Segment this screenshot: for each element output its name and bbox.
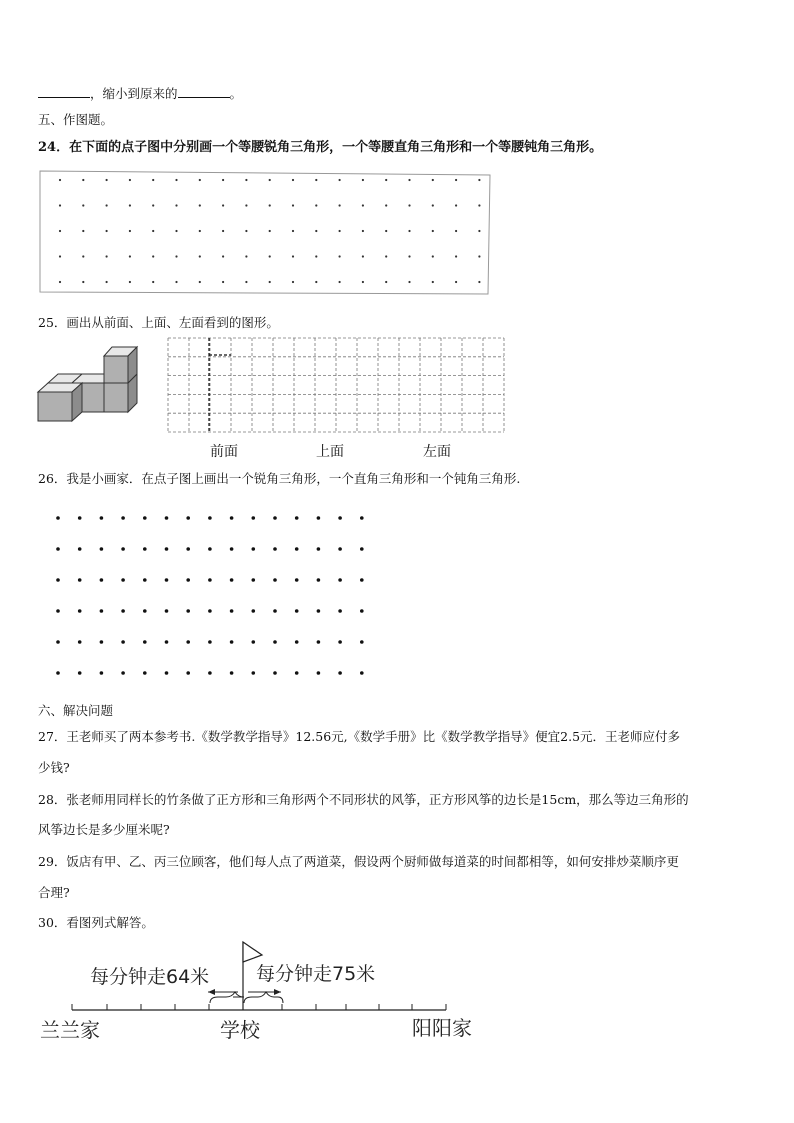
q24-dot <box>385 230 387 232</box>
q30-text: 30．看图列式解答。 <box>38 915 154 930</box>
q24-dot <box>129 255 131 257</box>
q26-dot <box>186 671 190 675</box>
q26-dot <box>360 640 364 644</box>
q24-dot <box>385 179 387 181</box>
q24-dot <box>408 255 410 257</box>
q26-dot <box>273 671 277 675</box>
q24-dot <box>152 255 154 257</box>
q26-dot <box>121 516 125 520</box>
q24-dot <box>408 230 410 232</box>
q24-dot <box>432 230 434 232</box>
q24-dot <box>175 281 177 283</box>
q26-dot <box>208 609 212 613</box>
q26-dot <box>273 640 277 644</box>
q26-dot <box>165 671 169 675</box>
q24-dot-grid[interactable] <box>59 179 481 283</box>
q24-dot <box>292 179 294 181</box>
q24-dot <box>82 255 84 257</box>
q24-dot <box>129 204 131 206</box>
q24-dot <box>106 230 108 232</box>
q26-dot <box>143 640 147 644</box>
q26-dot <box>295 547 299 551</box>
q24-dot <box>362 230 364 232</box>
q24-dot <box>245 230 247 232</box>
q26-dot <box>252 516 256 520</box>
q26-dot <box>338 671 342 675</box>
q26-dot <box>317 671 321 675</box>
place-school: 学校 <box>220 1018 260 1042</box>
fragment-end: 。 <box>229 86 243 101</box>
q25-cube-figure <box>38 347 137 421</box>
q26-dot <box>143 671 147 675</box>
q26-dot <box>143 516 147 520</box>
q26-dot <box>165 516 169 520</box>
q26-dot <box>338 640 342 644</box>
q24-dot <box>339 179 341 181</box>
q24-dot <box>106 255 108 257</box>
q24-dot <box>478 255 480 257</box>
q26-dot <box>360 547 364 551</box>
q26-dot <box>360 516 364 520</box>
q26-dot <box>143 547 147 551</box>
q25-label-front: 前面 <box>210 444 238 460</box>
q26-dot <box>78 578 82 582</box>
q26-dot <box>230 671 234 675</box>
q24-dot <box>315 281 317 283</box>
q26-dot <box>208 671 212 675</box>
q24-dot <box>478 204 480 206</box>
q26-dot <box>186 640 190 644</box>
q24-dot <box>82 179 84 181</box>
q25-grid-emphasis <box>209 338 231 432</box>
q24-dot <box>199 230 201 232</box>
q26-dot <box>186 516 190 520</box>
q26-dot <box>165 609 169 613</box>
q27-line2: 少钱? <box>38 760 70 775</box>
section5-title: 五、作图题。 <box>38 112 114 127</box>
q29-line1: 29．饭店有甲、乙、丙三位顾客，他们每人点了两道菜，假设两个厨师做每道菜的时间都相等，如何安排炒菜顺序更 <box>38 854 679 869</box>
q26-dot <box>165 547 169 551</box>
q24-dot <box>408 281 410 283</box>
q24-dot <box>245 179 247 181</box>
q25-drawing-grid[interactable] <box>168 338 504 432</box>
q24-dot <box>175 204 177 206</box>
q26-dot <box>295 578 299 582</box>
q27-line1: 27．王老师买了两本参考书.《数学教学指导》12.56元,《数学手册》比《数学教学指导》便宜2.5元．王老师应付多 <box>38 729 681 744</box>
q26-dot <box>56 516 60 520</box>
q26-dot <box>100 547 104 551</box>
q24-dot <box>455 179 457 181</box>
q26-dot <box>186 609 190 613</box>
q24-dot <box>129 179 131 181</box>
fragment-text: ，缩小到原来的 <box>90 86 178 101</box>
q24-dot <box>339 281 341 283</box>
q24-dot <box>222 255 224 257</box>
q24-dot <box>175 179 177 181</box>
q26-dot <box>78 516 82 520</box>
q26-dot <box>360 578 364 582</box>
q24-dot <box>129 230 131 232</box>
left-brace <box>210 992 244 1003</box>
q24-dot <box>82 281 84 283</box>
q26-dot <box>121 671 125 675</box>
q24-dot <box>432 255 434 257</box>
q26-dot <box>208 516 212 520</box>
q28-line2: 风筝边长是多少厘米呢? <box>38 822 170 837</box>
q24-dot <box>478 281 480 283</box>
q24-dot <box>222 281 224 283</box>
q24-dot <box>245 255 247 257</box>
q24-dot <box>59 255 61 257</box>
q26-dot <box>295 671 299 675</box>
q24-dot <box>432 204 434 206</box>
q26-dot <box>338 609 342 613</box>
q24-dot <box>269 255 271 257</box>
q25-label-left: 左面 <box>423 444 451 460</box>
q26-dot <box>317 547 321 551</box>
q24-dot <box>339 204 341 206</box>
q24-dot <box>362 255 364 257</box>
q26-dot-grid[interactable] <box>56 516 363 675</box>
q24-dot <box>385 204 387 206</box>
q24-dot <box>432 179 434 181</box>
q26-dot <box>208 578 212 582</box>
q26-dot <box>143 609 147 613</box>
q26-dot <box>208 547 212 551</box>
q26-dot <box>56 578 60 582</box>
q28-line1: 28．张老师用同样长的竹条做了正方形和三角形两个不同形状的风筝，正方形风筝的边长是15cm，那么等边三角形的 <box>38 792 689 807</box>
q24-dot <box>408 179 410 181</box>
q26-dot <box>273 516 277 520</box>
q24-dot <box>408 204 410 206</box>
q25-label-top: 上面 <box>316 444 344 460</box>
q26-dot <box>186 547 190 551</box>
q26-dot <box>295 516 299 520</box>
q26-dot <box>165 578 169 582</box>
q26-dot <box>317 578 321 582</box>
q24-dot <box>82 230 84 232</box>
q26-dot <box>121 547 125 551</box>
left-speed-label: 每分钟走64米 <box>90 966 210 988</box>
q26-dot <box>338 516 342 520</box>
q26-text: 26．我是小画家．在点子图上画出一个锐角三角形，一个直角三角形和一个钝角三角形. <box>38 471 521 486</box>
q24-dot <box>269 281 271 283</box>
q26-dot <box>317 516 321 520</box>
q24-dot <box>315 255 317 257</box>
q24-dot <box>455 281 457 283</box>
q26-dot <box>56 640 60 644</box>
q24-dot <box>292 255 294 257</box>
q26-dot <box>100 640 104 644</box>
q24-dot <box>292 204 294 206</box>
q26-dot <box>317 640 321 644</box>
place-yangyang-home: 阳阳家 <box>412 1016 472 1040</box>
q24-dot <box>432 281 434 283</box>
q24-dot <box>455 204 457 206</box>
q26-dot <box>317 609 321 613</box>
q26-dot <box>338 578 342 582</box>
q25-text: 25．画出从前面、上面、左面看到的图形。 <box>38 315 279 330</box>
right-speed-label: 每分钟走75米 <box>256 963 376 985</box>
q26-dot <box>252 609 256 613</box>
q26-dot <box>230 578 234 582</box>
q26-dot <box>78 547 82 551</box>
q24-dot <box>245 204 247 206</box>
q26-dot <box>100 516 104 520</box>
q24-dot <box>106 204 108 206</box>
q24-dot <box>152 204 154 206</box>
q24-dot <box>175 230 177 232</box>
q26-dot <box>143 578 147 582</box>
flag-icon <box>243 942 262 962</box>
q24-dot <box>385 281 387 283</box>
place-lanlan-home: 兰兰家 <box>40 1018 100 1042</box>
q26-dot <box>56 609 60 613</box>
q26-dot <box>100 578 104 582</box>
q26-dot <box>100 671 104 675</box>
right-arrowhead-icon <box>274 989 281 995</box>
q26-dot <box>121 578 125 582</box>
q30-route-diagram <box>40 942 472 1042</box>
q26-dot <box>230 609 234 613</box>
q24-dot <box>315 204 317 206</box>
q24-dot <box>82 204 84 206</box>
q24-dot <box>339 255 341 257</box>
q26-dot <box>273 609 277 613</box>
q26-dot <box>230 547 234 551</box>
q24-dot <box>455 255 457 257</box>
q24-dot <box>222 230 224 232</box>
q24-dot <box>129 281 131 283</box>
q24-dot <box>152 179 154 181</box>
q24-dot <box>199 179 201 181</box>
q26-dot <box>273 578 277 582</box>
q24-dot <box>152 230 154 232</box>
q24-dot <box>269 204 271 206</box>
q24-dot <box>175 255 177 257</box>
q24-dot <box>106 179 108 181</box>
section6-title: 六、解决问题 <box>38 703 114 718</box>
q24-dot <box>59 230 61 232</box>
q26-dot <box>252 578 256 582</box>
q24-dot <box>455 230 457 232</box>
q24-text: 24．在下面的点子图中分别画一个等腰锐角三角形，一个等腰直角三角形和一个等腰钝角三角形。 <box>38 140 603 155</box>
q24-dot <box>222 179 224 181</box>
q26-dot <box>295 640 299 644</box>
q24-dot <box>199 255 201 257</box>
q24-dot <box>269 230 271 232</box>
right-brace <box>244 992 283 1003</box>
q24-dot <box>222 204 224 206</box>
q26-dot <box>78 671 82 675</box>
q26-dot <box>230 640 234 644</box>
q24-dot <box>315 179 317 181</box>
route-ticks <box>72 1004 446 1010</box>
q26-dot <box>121 609 125 613</box>
q24-dot <box>292 281 294 283</box>
q26-dot <box>360 671 364 675</box>
q24-dot <box>362 204 364 206</box>
q26-dot <box>360 609 364 613</box>
q26-dot <box>78 609 82 613</box>
q24-dot <box>362 179 364 181</box>
q24-dot <box>199 204 201 206</box>
q24-dot <box>245 281 247 283</box>
q26-dot <box>252 547 256 551</box>
q26-dot <box>252 640 256 644</box>
q24-dot <box>106 281 108 283</box>
q24-dot-grid-frame <box>40 171 490 294</box>
q24-dot <box>478 230 480 232</box>
q26-dot <box>121 640 125 644</box>
left-arrowhead-icon <box>208 989 215 995</box>
q29-line2: 合理? <box>38 885 70 900</box>
q24-dot <box>269 179 271 181</box>
q24-dot <box>478 179 480 181</box>
q24-dot <box>59 204 61 206</box>
q26-dot <box>230 516 234 520</box>
q26-dot <box>208 640 212 644</box>
q24-dot <box>59 281 61 283</box>
q24-dot <box>152 281 154 283</box>
q26-dot <box>100 609 104 613</box>
q24-dot <box>339 230 341 232</box>
q26-dot <box>165 640 169 644</box>
q26-dot <box>295 609 299 613</box>
q24-dot <box>385 255 387 257</box>
q26-dot <box>338 547 342 551</box>
q24-dot <box>199 281 201 283</box>
q24-dot <box>59 179 61 181</box>
q24-dot <box>362 281 364 283</box>
q24-dot <box>292 230 294 232</box>
q26-dot <box>56 547 60 551</box>
q26-dot <box>56 671 60 675</box>
q26-dot <box>186 578 190 582</box>
q26-dot <box>273 547 277 551</box>
q26-dot <box>252 671 256 675</box>
q26-dot <box>78 640 82 644</box>
q24-dot <box>315 230 317 232</box>
